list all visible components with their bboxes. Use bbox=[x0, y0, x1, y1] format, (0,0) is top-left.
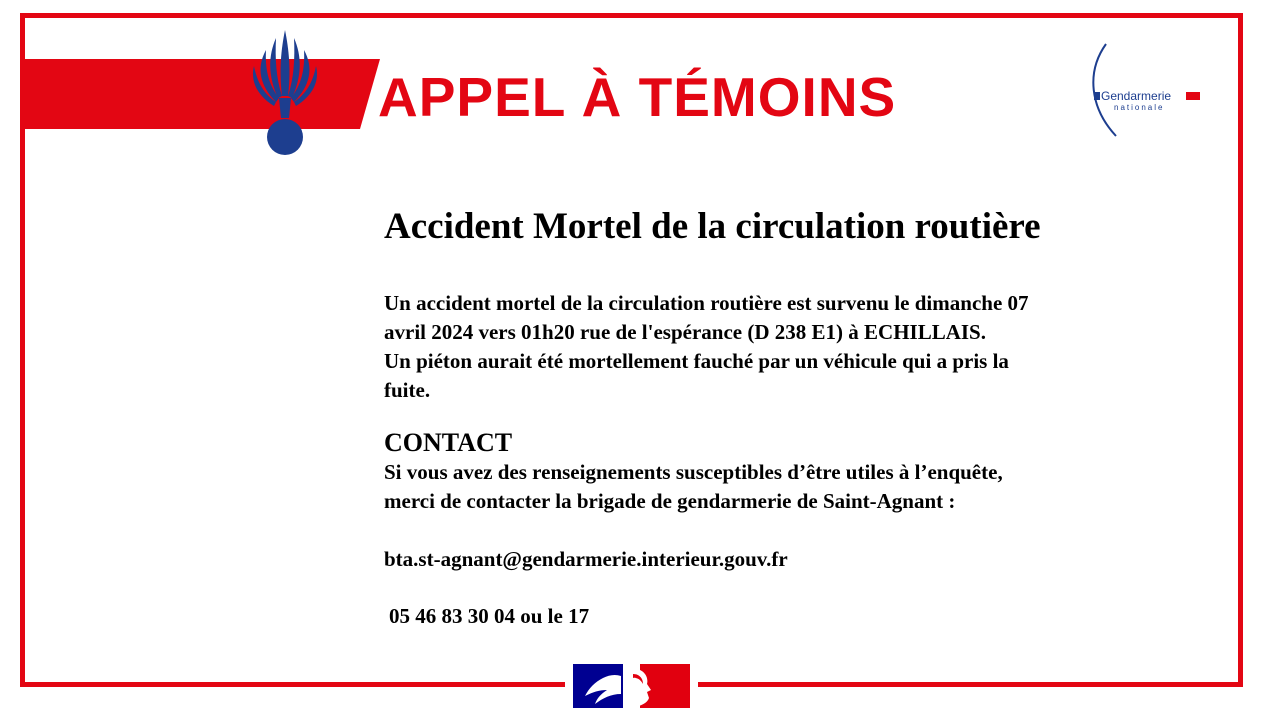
accident-line: Un accident mortel de la circulation routière est survenu le dimanche 07 bbox=[384, 291, 1029, 315]
gendarmerie-grenade-icon bbox=[246, 22, 324, 160]
contact-email-link[interactable]: bta.st-agnant@gendarmerie.interieur.gouv.fr bbox=[384, 547, 788, 571]
red-banner-stripe bbox=[20, 59, 380, 129]
contact-instructions bbox=[384, 458, 1144, 516]
accident-description bbox=[384, 289, 1134, 405]
appel-a-temoins-heading: APPEL À TÉMOINS bbox=[378, 66, 897, 128]
marianne-logo bbox=[573, 664, 690, 708]
accident-line: avril 2024 vers 01h20 rue de l'espérance (D 238 E1) à ECHILLAIS. bbox=[384, 320, 986, 344]
contact-phone: 05 46 83 30 04 ou le 17 bbox=[389, 604, 590, 628]
contact-heading: CONTACT bbox=[384, 428, 513, 457]
accident-line: Un piéton aurait été mortellement fauché par un véhicule qui a pris la bbox=[384, 349, 1009, 373]
notice-title: Accident Mortel de la circulation routière bbox=[384, 206, 1041, 247]
gendarmerie-nationale-logo bbox=[1088, 42, 1203, 138]
notice-content bbox=[384, 203, 1144, 628]
contact-line: merci de contacter la brigade de gendarmerie de Saint-Agnant : bbox=[384, 489, 956, 513]
accident-line: fuite. bbox=[384, 378, 431, 402]
logo-subtext: nationale bbox=[1114, 103, 1165, 112]
contact-line: Si vous avez des renseignements susceptibles d’être utiles à l’enquête, bbox=[384, 460, 1003, 484]
logo-text: Gendarmerie bbox=[1101, 89, 1172, 103]
